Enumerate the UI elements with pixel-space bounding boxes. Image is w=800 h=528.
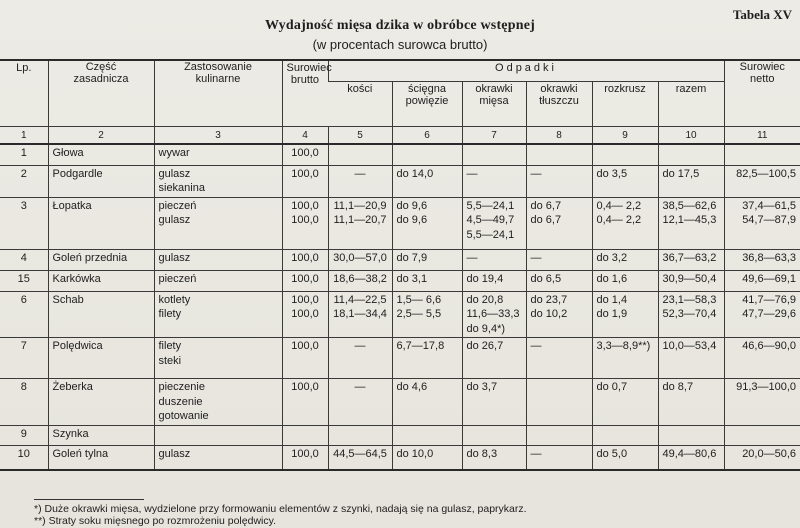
row-surowiec-brutto xyxy=(282,291,328,338)
row-rozkrusz-line: 0,4— 2,2 xyxy=(596,214,642,226)
row-surowiec-brutto-line: 100,0 xyxy=(291,308,319,320)
row-surowiec-brutto xyxy=(282,425,328,445)
row-okrawki-miesa-line: do 26,7 xyxy=(466,340,504,352)
row-okrawki-miesa-line: do 8,3 xyxy=(466,447,498,460)
row-sciegna xyxy=(392,338,462,379)
row-lp-text: 1 xyxy=(20,147,27,159)
row-razem-line: 10,0—53,4 xyxy=(662,340,717,352)
row-lp xyxy=(0,379,48,426)
row-lp xyxy=(0,144,48,165)
row-kosci xyxy=(328,291,392,338)
row-kosci xyxy=(328,197,392,249)
row-zastosowanie xyxy=(154,165,282,197)
column-number: 8 xyxy=(526,127,592,145)
row-lp xyxy=(0,270,48,291)
row-lp-text: 10 xyxy=(17,447,30,460)
row-czesc-text: Schab xyxy=(52,293,84,306)
row-sciegna-line: 1,5— 6,6 xyxy=(396,293,442,306)
row-zastosowanie-line: wywar xyxy=(158,147,190,159)
row-czesc-text: Podgardle xyxy=(52,167,103,180)
row-okrawki-miesa xyxy=(462,291,526,338)
row-lp xyxy=(0,249,48,270)
row-okrawki-miesa-line: do 9,4*) xyxy=(466,322,506,335)
row-zastosowanie-line: pieczeń xyxy=(158,272,197,285)
row-okrawki-miesa-line: 5,5—24,1 xyxy=(466,228,515,241)
row-okrawki-tluszczu xyxy=(526,165,592,197)
row-sciegna xyxy=(392,445,462,470)
row-kosci-line: 30,0—57,0 xyxy=(333,251,387,264)
row-zastosowanie-line: pieczeń xyxy=(158,199,197,212)
row-zastosowanie xyxy=(154,379,282,426)
column-number: 11 xyxy=(724,127,800,145)
row-razem-line: 49,4—80,6 xyxy=(662,447,717,460)
row-zastosowanie xyxy=(154,425,282,445)
header-sciegna: ścięgna powięzie xyxy=(392,82,462,127)
row-okrawki-miesa-line: 5,5—24,1 xyxy=(466,199,515,212)
row-razem xyxy=(658,270,724,291)
table-row xyxy=(0,445,800,470)
row-surowiec-netto-line: 82,5—100,5 xyxy=(736,167,797,180)
row-okrawki-miesa-line: do 19,4 xyxy=(466,272,504,285)
row-surowiec-netto xyxy=(724,197,800,249)
row-okrawki-miesa xyxy=(462,338,526,379)
row-kosci-line: — xyxy=(354,167,366,180)
row-zastosowanie-line: gulasz xyxy=(158,251,191,264)
row-lp-text: 15 xyxy=(17,272,30,285)
row-czesc-text: Goleń tylna xyxy=(52,447,109,460)
row-kosci-line: 18,6—38,2 xyxy=(333,272,387,285)
row-rozkrusz-line: do 1,6 xyxy=(596,272,628,285)
row-okrawki-tluszczu xyxy=(526,379,592,426)
row-razem xyxy=(658,338,724,379)
row-okrawki-tluszczu xyxy=(526,291,592,338)
row-zastosowanie-line: filety xyxy=(158,340,182,352)
row-razem-line: do 8,7 xyxy=(662,381,694,393)
row-kosci-line: 11,1—20,7 xyxy=(333,214,387,226)
row-okrawki-tluszczu-line: do 6,7 xyxy=(530,214,562,226)
row-okrawki-tluszczu-line: do 6,7 xyxy=(530,199,562,212)
row-sciegna xyxy=(392,291,462,338)
row-kosci-line: 18,1—34,4 xyxy=(333,308,387,320)
row-zastosowanie-line: gulasz xyxy=(158,214,191,226)
row-zastosowanie-line: pieczenie xyxy=(158,381,205,393)
row-surowiec-netto-line: 49,6—69,1 xyxy=(742,272,797,285)
row-rozkrusz-line: do 0,7 xyxy=(596,381,628,393)
table-row xyxy=(0,165,800,197)
header-odpadki: Odpadki xyxy=(328,60,724,82)
table-row xyxy=(0,425,800,445)
row-sciegna xyxy=(392,379,462,426)
header-kosci: kości xyxy=(347,83,373,95)
row-sciegna-line: do 10,0 xyxy=(396,447,434,460)
row-surowiec-brutto-line: 100,0 xyxy=(291,251,319,264)
row-kosci xyxy=(328,165,392,197)
row-sciegna xyxy=(392,425,462,445)
table-row xyxy=(0,197,800,249)
table-row xyxy=(0,249,800,270)
header-razem: razem xyxy=(658,82,724,127)
row-okrawki-miesa xyxy=(462,144,526,165)
row-czesc-text: Karkówka xyxy=(52,272,101,285)
row-lp-text: 7 xyxy=(20,340,27,352)
table-row xyxy=(0,270,800,291)
row-surowiec-netto-line: 47,7—29,6 xyxy=(742,308,797,320)
row-czesc-text: Szynka xyxy=(52,427,89,440)
table-row xyxy=(0,144,800,165)
row-lp xyxy=(0,338,48,379)
page-title: Wydajność mięsa dzika w obróbce wstępnej xyxy=(265,18,535,33)
row-surowiec-netto-line: 46,6—90,0 xyxy=(742,340,797,352)
row-okrawki-miesa xyxy=(462,425,526,445)
yield-table xyxy=(0,59,800,471)
row-rozkrusz-line: do 1,4 xyxy=(596,293,628,306)
row-sciegna xyxy=(392,249,462,270)
column-number: 9 xyxy=(592,127,658,145)
row-zastosowanie xyxy=(154,270,282,291)
row-rozkrusz-line: do 1,9 xyxy=(596,308,628,320)
footnote-2: **) Straty soku mięsnego po rozmrożeniu polędwicy. xyxy=(34,515,276,527)
row-zastosowanie xyxy=(154,144,282,165)
row-rozkrusz-line: do 5,0 xyxy=(596,447,628,460)
footnote-divider xyxy=(34,499,144,500)
row-czesc xyxy=(48,338,154,379)
row-zastosowanie-line: kotlety xyxy=(158,293,191,306)
row-rozkrusz xyxy=(592,445,658,470)
row-surowiec-netto-line: 41,7—76,9 xyxy=(742,293,797,306)
row-surowiec-brutto xyxy=(282,165,328,197)
header-zastosowanie: Zastosowanie kulinarne xyxy=(154,60,282,127)
row-zastosowanie-line: gulasz xyxy=(158,447,191,460)
row-okrawki-miesa xyxy=(462,165,526,197)
row-kosci-line: 11,1—20,9 xyxy=(333,199,387,212)
row-sciegna-line: 2,5— 5,5 xyxy=(396,308,442,320)
column-number: 6 xyxy=(392,127,462,145)
row-surowiec-brutto-line: 100,0 xyxy=(291,381,319,393)
row-sciegna-line: 6,7—17,8 xyxy=(396,340,445,352)
table-number-label: Tabela XV xyxy=(732,7,792,22)
row-rozkrusz xyxy=(592,379,658,426)
row-surowiec-brutto-line: 100,0 xyxy=(291,272,319,285)
row-okrawki-miesa-line: — xyxy=(466,251,478,264)
row-razem xyxy=(658,249,724,270)
row-sciegna xyxy=(392,197,462,249)
row-czesc xyxy=(48,144,154,165)
table-row xyxy=(0,379,800,426)
row-surowiec-netto xyxy=(724,165,800,197)
row-okrawki-tluszczu-line: — xyxy=(530,340,542,352)
row-lp xyxy=(0,425,48,445)
row-razem-line: 23,1—58,3 xyxy=(662,293,717,306)
row-okrawki-miesa xyxy=(462,379,526,426)
page-subtitle: (w procentach surowca brutto) xyxy=(312,37,488,52)
row-surowiec-netto xyxy=(724,270,800,291)
row-okrawki-tluszczu-line: — xyxy=(530,447,542,460)
row-sciegna-line: do 7,9 xyxy=(396,251,428,264)
row-czesc xyxy=(48,445,154,470)
row-lp-text: 6 xyxy=(20,293,27,306)
row-surowiec-brutto xyxy=(282,379,328,426)
row-okrawki-tluszczu-line: do 10,2 xyxy=(530,308,568,320)
row-surowiec-netto xyxy=(724,291,800,338)
row-surowiec-brutto-line: 100,0 xyxy=(291,199,319,212)
row-kosci xyxy=(328,445,392,470)
row-surowiec-netto-line: 91,3—100,0 xyxy=(736,381,797,393)
row-kosci xyxy=(328,338,392,379)
row-rozkrusz-line: do 3,5 xyxy=(596,167,628,180)
row-surowiec-brutto-line: 100,0 xyxy=(291,447,319,460)
row-okrawki-miesa-line: do 20,8 xyxy=(466,293,504,306)
column-number: 3 xyxy=(154,127,282,145)
row-okrawki-tluszczu xyxy=(526,445,592,470)
row-lp-text: 9 xyxy=(20,427,27,440)
footnote-1: *) Duże okrawki mięsa, wydzielone przy formowaniu elementów z szynki, nadają się na gulasz, paprykarz. xyxy=(34,503,527,515)
row-czesc-text: Głowa xyxy=(52,147,84,159)
row-razem-line: 52,3—70,4 xyxy=(662,308,717,320)
row-surowiec-brutto-line: 100,0 xyxy=(291,214,319,226)
column-number: 4 xyxy=(282,127,328,145)
row-razem xyxy=(658,425,724,445)
row-okrawki-tluszczu xyxy=(526,144,592,165)
row-surowiec-netto xyxy=(724,144,800,165)
row-surowiec-brutto xyxy=(282,270,328,291)
column-number: 7 xyxy=(462,127,526,145)
row-czesc-text: Goleń przednia xyxy=(52,251,128,264)
row-surowiec-netto xyxy=(724,445,800,470)
row-okrawki-miesa-line: — xyxy=(466,167,478,180)
header-lp: Lp. xyxy=(0,60,48,127)
row-sciegna-line: do 9,6 xyxy=(396,199,428,212)
header-okrawki-tluszczu: okrawki tłuszczu xyxy=(526,82,592,127)
row-surowiec-netto xyxy=(724,379,800,426)
row-razem xyxy=(658,379,724,426)
row-surowiec-brutto xyxy=(282,197,328,249)
row-rozkrusz xyxy=(592,197,658,249)
row-czesc-text: Łopatka xyxy=(52,199,92,212)
header-okrawki-miesa: okrawki mięsa xyxy=(462,82,526,127)
row-sciegna-line: do 3,1 xyxy=(396,272,428,285)
column-number: 5 xyxy=(328,127,392,145)
row-kosci-line: — xyxy=(354,381,366,393)
row-razem xyxy=(658,445,724,470)
row-sciegna-line: do 9,6 xyxy=(396,214,428,226)
row-okrawki-tluszczu xyxy=(526,425,592,445)
row-kosci xyxy=(328,249,392,270)
row-razem-line: do 17,5 xyxy=(662,167,700,180)
row-czesc xyxy=(48,165,154,197)
row-rozkrusz xyxy=(592,249,658,270)
row-okrawki-miesa xyxy=(462,249,526,270)
row-czesc-text: Polędwica xyxy=(52,340,103,352)
row-surowiec-netto xyxy=(724,425,800,445)
row-sciegna xyxy=(392,270,462,291)
row-rozkrusz xyxy=(592,165,658,197)
row-surowiec-brutto xyxy=(282,445,328,470)
row-surowiec-brutto xyxy=(282,249,328,270)
column-number: 10 xyxy=(658,127,724,145)
row-surowiec-netto-line: 20,0—50,6 xyxy=(742,447,797,460)
row-lp xyxy=(0,165,48,197)
row-surowiec-brutto-line: 100,0 xyxy=(291,147,319,159)
row-czesc xyxy=(48,249,154,270)
row-okrawki-miesa xyxy=(462,197,526,249)
row-lp-text: 4 xyxy=(20,251,27,264)
row-razem-line: 36,7—63,2 xyxy=(662,251,717,264)
row-kosci xyxy=(328,270,392,291)
row-surowiec-brutto-line: 100,0 xyxy=(291,340,319,352)
row-okrawki-tluszczu xyxy=(526,338,592,379)
row-sciegna-line: do 4,6 xyxy=(396,381,428,393)
row-razem xyxy=(658,291,724,338)
row-sciegna xyxy=(392,165,462,197)
row-okrawki-tluszczu-line: do 23,7 xyxy=(530,293,568,306)
row-zastosowanie xyxy=(154,338,282,379)
row-zastosowanie xyxy=(154,197,282,249)
row-czesc xyxy=(48,197,154,249)
table-row xyxy=(0,291,800,338)
row-okrawki-tluszczu-line: — xyxy=(530,167,542,180)
row-czesc xyxy=(48,425,154,445)
table-row xyxy=(0,338,800,379)
row-surowiec-netto xyxy=(724,249,800,270)
row-kosci xyxy=(328,379,392,426)
row-rozkrusz-line: 0,4— 2,2 xyxy=(596,199,642,212)
column-number: 2 xyxy=(48,127,154,145)
row-okrawki-tluszczu xyxy=(526,270,592,291)
row-okrawki-tluszczu-line: do 6,5 xyxy=(530,272,562,285)
row-surowiec-brutto-line: 100,0 xyxy=(291,293,319,306)
header-surowiec-brutto: Surowiec brutto xyxy=(282,60,328,127)
header-czesc: Część zasadnicza xyxy=(48,60,154,127)
row-rozkrusz xyxy=(592,291,658,338)
row-kosci xyxy=(328,144,392,165)
row-lp-text: 2 xyxy=(20,167,27,180)
row-lp-text: 3 xyxy=(20,199,27,212)
row-rozkrusz xyxy=(592,144,658,165)
row-zastosowanie-line: siekanina xyxy=(158,182,205,194)
row-kosci-line: 44,5—64,5 xyxy=(333,447,387,460)
row-kosci-line: — xyxy=(354,340,366,352)
row-zastosowanie-line: steki xyxy=(158,354,182,367)
row-surowiec-netto xyxy=(724,338,800,379)
row-okrawki-miesa xyxy=(462,270,526,291)
column-number: 1 xyxy=(0,127,48,145)
row-zastosowanie-line: filety xyxy=(158,308,182,320)
row-surowiec-netto-line: 36,8—63,3 xyxy=(742,251,797,264)
row-rozkrusz-line: do 3,2 xyxy=(596,251,628,264)
row-rozkrusz-line: 3,3—8,9**) xyxy=(596,340,651,352)
row-lp-text: 8 xyxy=(20,381,27,393)
row-okrawki-miesa xyxy=(462,445,526,470)
row-rozkrusz xyxy=(592,270,658,291)
row-czesc xyxy=(48,379,154,426)
row-razem xyxy=(658,165,724,197)
row-surowiec-brutto-line: 100,0 xyxy=(291,167,319,180)
row-okrawki-tluszczu-line: — xyxy=(530,251,542,264)
row-zastosowanie xyxy=(154,249,282,270)
row-lp xyxy=(0,197,48,249)
row-lp xyxy=(0,445,48,470)
row-zastosowanie-line: gulasz xyxy=(158,167,191,180)
row-zastosowanie xyxy=(154,445,282,470)
row-surowiec-brutto xyxy=(282,144,328,165)
row-okrawki-miesa-line: 11,6—33,3 xyxy=(466,308,520,320)
row-okrawki-tluszczu xyxy=(526,197,592,249)
row-kosci-line: 11,4—22,5 xyxy=(333,293,387,306)
row-razem-line: 12,1—45,3 xyxy=(662,214,717,226)
row-okrawki-miesa-line: 4,5—49,7 xyxy=(466,214,515,226)
row-razem xyxy=(658,144,724,165)
row-sciegna-line: do 14,0 xyxy=(396,167,434,180)
row-okrawki-tluszczu xyxy=(526,249,592,270)
row-czesc-text: Żeberka xyxy=(52,381,93,393)
table-body xyxy=(0,144,800,470)
row-lp xyxy=(0,291,48,338)
row-razem-line: 30,9—50,4 xyxy=(662,272,717,285)
row-sciegna xyxy=(392,144,462,165)
row-rozkrusz xyxy=(592,338,658,379)
row-czesc xyxy=(48,270,154,291)
row-zastosowanie-line: duszenie xyxy=(158,395,203,408)
row-czesc xyxy=(48,291,154,338)
row-surowiec-netto-line: 54,7—87,9 xyxy=(742,214,797,226)
header-surowiec-netto: Surowiec netto xyxy=(724,60,800,127)
row-zastosowanie xyxy=(154,291,282,338)
row-zastosowanie-line: gotowanie xyxy=(158,410,209,422)
row-surowiec-brutto xyxy=(282,338,328,379)
row-surowiec-netto-line: 37,4—61,5 xyxy=(742,199,797,212)
header-rozkrusz: rozkrusz xyxy=(592,82,658,127)
row-razem-line: 38,5—62,6 xyxy=(662,199,717,212)
row-kosci xyxy=(328,425,392,445)
row-razem xyxy=(658,197,724,249)
row-rozkrusz xyxy=(592,425,658,445)
row-okrawki-miesa-line: do 3,7 xyxy=(466,381,498,393)
